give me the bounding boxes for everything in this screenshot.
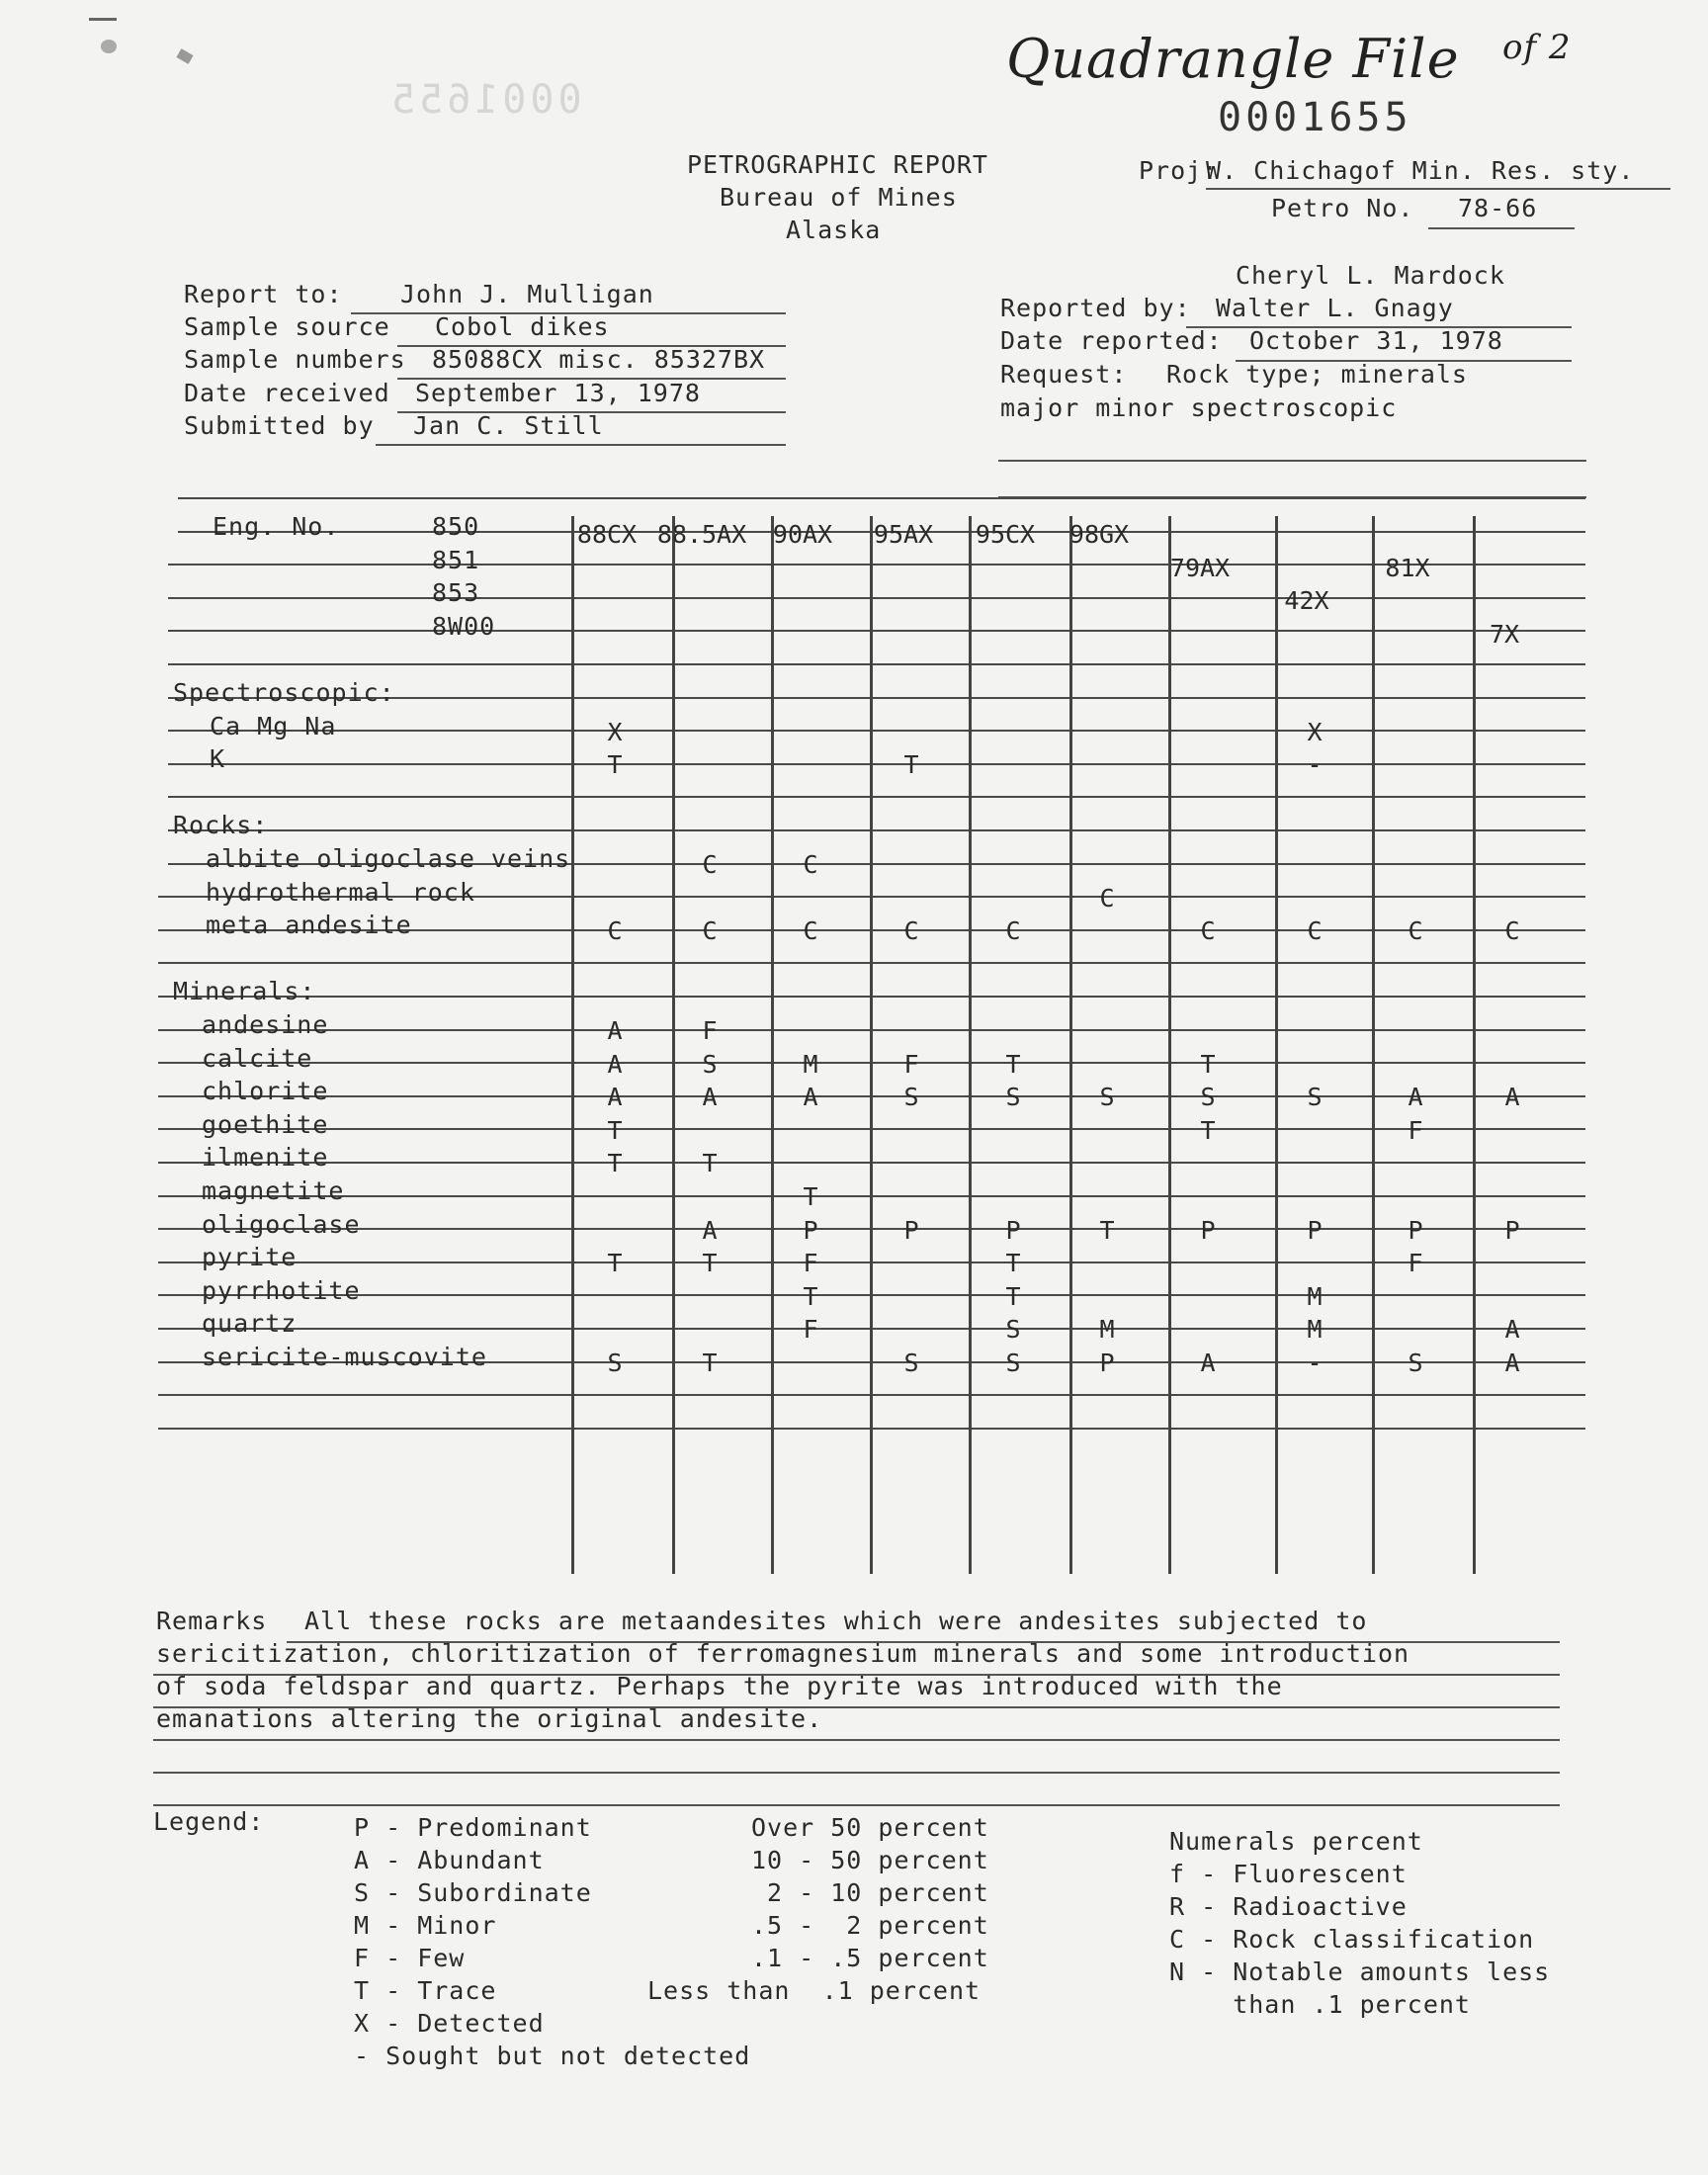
field-value: September 13, 1978 <box>415 379 701 407</box>
field-value: Cobol dikes <box>435 312 610 341</box>
table-cell: A <box>1200 1348 1216 1377</box>
legend-range: .1 - .5 percent <box>751 1944 989 1972</box>
table-cell: C <box>702 916 718 945</box>
legend-code: - Sought but not detected <box>354 2042 751 2070</box>
table-cell: C <box>1200 916 1216 945</box>
row-label: albite oligoclase veins <box>206 844 571 873</box>
petro-number-label: Petro No. <box>1271 194 1414 222</box>
remarks-underline <box>153 1674 1560 1676</box>
row-label: pyrite <box>202 1243 298 1271</box>
field-value: John J. Mulligan <box>400 280 654 308</box>
legend-note: Numerals percent <box>1169 1827 1423 1856</box>
table-cell: C <box>803 850 818 879</box>
table-cell: P <box>903 1216 919 1245</box>
row-label: Ca Mg Na <box>210 712 337 740</box>
eng-prefix: 851 <box>432 546 480 574</box>
date-reported-label: Date reported: <box>1000 326 1223 355</box>
column-divider <box>870 516 873 1574</box>
remarks-underline <box>153 1772 1560 1774</box>
table-cell: P <box>1005 1216 1021 1245</box>
legend-range: 2 - 10 percent <box>751 1878 989 1907</box>
table-cell: T <box>702 1149 718 1177</box>
table-cell: T <box>1005 1249 1021 1277</box>
table-cell: S <box>1408 1348 1423 1377</box>
field-value: 85088CX misc. 85327BX <box>432 345 766 374</box>
column-divider <box>1473 516 1476 1574</box>
table-cell: S <box>1005 1083 1021 1111</box>
analyst-name: Cheryl L. Mardock <box>1236 261 1505 290</box>
section-label: Rocks: <box>173 811 269 839</box>
legend-code: F - Few <box>354 1944 466 1972</box>
table-cell: T <box>1200 1050 1216 1079</box>
table-cell: T <box>702 1348 718 1377</box>
table-cell: S <box>903 1348 919 1377</box>
speck <box>176 48 193 64</box>
sample-number: 42X <box>1284 586 1329 615</box>
table-cell: P <box>1408 1216 1423 1245</box>
sample-number: 81X <box>1385 554 1430 582</box>
table-cell: T <box>903 750 919 779</box>
project-label: Proj: <box>1139 156 1219 185</box>
table-cell: P <box>1200 1216 1216 1245</box>
row-label: andesine <box>202 1010 329 1039</box>
row-label: K <box>210 744 226 773</box>
sample-number: 79AX <box>1169 554 1231 582</box>
sample-number: 88.5AX <box>656 520 747 549</box>
table-cell: X <box>1307 718 1323 746</box>
petro-number-value: 78-66 <box>1458 194 1538 222</box>
row-label: chlorite <box>202 1077 329 1105</box>
table-cell: S <box>1005 1348 1021 1377</box>
legend-code: A - Abundant <box>354 1846 545 1874</box>
table-cell: F <box>903 1050 919 1079</box>
table-cell: A <box>1504 1083 1520 1111</box>
table-cell: - <box>1307 1348 1323 1377</box>
agency-name: Bureau of Mines <box>720 183 958 212</box>
table-cell: T <box>803 1282 818 1311</box>
sample-number: 7X <box>1489 620 1520 649</box>
remarks-underline <box>153 1804 1560 1806</box>
column-divider <box>1275 516 1278 1574</box>
row-label: magnetite <box>202 1176 345 1205</box>
legend-note: than .1 percent <box>1169 1990 1471 2019</box>
row-label: sericite-muscovite <box>202 1343 487 1371</box>
field-label: Report to: <box>184 280 343 308</box>
legend-range: Less than .1 percent <box>647 1976 982 2005</box>
project-value: W. Chichagof Min. Res. sty. <box>1206 156 1635 185</box>
column-divider <box>969 516 972 1574</box>
column-divider <box>1372 516 1375 1574</box>
table-cell: A <box>702 1216 718 1245</box>
table-cell: M <box>1307 1315 1323 1344</box>
sample-number: 95AX <box>873 520 934 549</box>
table-cell: T <box>607 1116 623 1145</box>
table-cell: S <box>1200 1083 1216 1111</box>
table-cell: S <box>903 1083 919 1111</box>
legend-range: Over 50 percent <box>751 1813 989 1842</box>
field-label: Date received <box>184 379 390 407</box>
table-cell: C <box>1099 884 1115 913</box>
row-label: quartz <box>202 1309 298 1338</box>
legend-range: 10 - 50 percent <box>751 1846 989 1874</box>
row-label: meta andesite <box>206 911 412 939</box>
speck <box>101 40 117 53</box>
request-label: Request: <box>1000 360 1128 389</box>
remarks-label: Remarks <box>156 1607 268 1635</box>
field-label: Submitted by <box>184 411 375 440</box>
table-cell: A <box>607 1016 623 1045</box>
table-cell: T <box>607 1249 623 1277</box>
table-cell: C <box>803 916 818 945</box>
eng-prefix: 8W00 <box>432 612 496 641</box>
table-cell: M <box>1099 1315 1115 1344</box>
table-cell: C <box>1307 916 1323 945</box>
table-cell: S <box>607 1348 623 1377</box>
table-cell: M <box>1307 1282 1323 1311</box>
table-cell: T <box>1200 1116 1216 1145</box>
table-cell: T <box>1005 1050 1021 1079</box>
report-title: PETROGRAPHIC REPORT <box>687 150 988 179</box>
table-cell: X <box>607 718 623 746</box>
remarks-line: sericitization, chloritization of ferromagnesium minerals and some introduction <box>156 1639 1410 1668</box>
table-cell: S <box>702 1050 718 1079</box>
table-cell: S <box>1099 1083 1115 1111</box>
table-cell: A <box>607 1083 623 1111</box>
table-cell: T <box>607 1149 623 1177</box>
table-cell: F <box>1408 1116 1423 1145</box>
table-cell: T <box>803 1182 818 1211</box>
table-cell: A <box>702 1083 718 1111</box>
column-divider <box>672 516 675 1574</box>
column-divider <box>571 516 574 1574</box>
request-value: Rock type; minerals <box>1166 360 1468 389</box>
table-cell: T <box>1005 1282 1021 1311</box>
table-rule <box>178 497 1585 499</box>
table-cell: C <box>1408 916 1423 945</box>
eng-no-label: Eng. No. <box>213 512 340 541</box>
speck <box>89 18 117 21</box>
column-divider <box>1168 516 1171 1574</box>
row-label: pyrrhotite <box>202 1276 361 1305</box>
table-cell: A <box>607 1050 623 1079</box>
table-cell: T <box>702 1249 718 1277</box>
table-cell: T <box>607 750 623 779</box>
remarks-line: emanations altering the original andesite. <box>156 1704 823 1733</box>
row-label: goethite <box>202 1110 329 1139</box>
row-label: calcite <box>202 1044 313 1073</box>
legend-code: T - Trace <box>354 1976 497 2005</box>
remarks-underline <box>153 1739 1560 1741</box>
table-cell: C <box>1504 916 1520 945</box>
legend-note: C - Rock classification <box>1169 1925 1535 1954</box>
legend-note: f - Fluorescent <box>1169 1860 1408 1888</box>
sample-number: 95CX <box>975 520 1036 549</box>
handwritten-page: of 2 <box>1502 28 1572 67</box>
request-value-2: major minor spectroscopic <box>1000 393 1398 422</box>
field-value: Jan C. Still <box>413 411 604 440</box>
column-divider <box>1069 516 1072 1574</box>
sample-number: 98GX <box>1068 520 1130 549</box>
table-cell: A <box>1504 1348 1520 1377</box>
table-cell: C <box>903 916 919 945</box>
table-cell: F <box>803 1315 818 1344</box>
table-cell: S <box>1307 1083 1323 1111</box>
field-underline <box>376 444 786 446</box>
field-label: Sample numbers <box>184 345 406 374</box>
remarks-line: of soda feldspar and quartz. Perhaps the pyrite was introduced with the <box>156 1672 1283 1700</box>
table-cell: C <box>702 850 718 879</box>
table-cell: P <box>1099 1348 1115 1377</box>
table-cell: S <box>1005 1315 1021 1344</box>
table-cell: A <box>1504 1315 1520 1344</box>
table-cell: P <box>803 1216 818 1245</box>
eng-prefix: 850 <box>432 512 480 541</box>
field-label: Sample source <box>184 312 390 341</box>
table-cell: P <box>1504 1216 1520 1245</box>
handwritten-title: Quadrangle File <box>1006 28 1460 90</box>
legend-label: Legend: <box>153 1807 265 1836</box>
legend-code: M - Minor <box>354 1911 497 1940</box>
column-divider <box>771 516 774 1574</box>
sample-number: 88CX <box>576 520 638 549</box>
legend-note: N - Notable amounts less <box>1169 1958 1551 1986</box>
file-stamp-number: 0001655 <box>1218 95 1412 140</box>
remarks-underline <box>287 1641 1560 1643</box>
reported-by-label: Reported by: <box>1000 294 1191 322</box>
table-cell: C <box>1005 916 1021 945</box>
table-cell: P <box>1307 1216 1323 1245</box>
legend-range: .5 - 2 percent <box>751 1911 989 1940</box>
table-cell: F <box>803 1249 818 1277</box>
table-cell: - <box>1307 750 1323 779</box>
date-reported-value: October 31, 1978 <box>1249 326 1503 355</box>
remarks-line: All these rocks are metaandesites which were andesites subjected to <box>304 1607 1368 1635</box>
row-label: oligoclase <box>202 1210 361 1239</box>
table-cell: A <box>803 1083 818 1111</box>
table-cell: F <box>1408 1249 1423 1277</box>
legend-code: S - Subordinate <box>354 1878 592 1907</box>
legend-code: P - Predominant <box>354 1813 592 1842</box>
section-label: Spectroscopic: <box>173 678 395 707</box>
table-cell: C <box>607 916 623 945</box>
agency-state: Alaska <box>786 216 882 244</box>
section-label: Minerals: <box>173 977 316 1005</box>
table-cell: A <box>1408 1083 1423 1111</box>
reported-by-value: Walter L. Gnagy <box>1216 294 1454 322</box>
sample-number: 90AX <box>772 520 833 549</box>
table-cell: F <box>702 1016 718 1045</box>
eng-prefix: 853 <box>432 578 480 607</box>
bleed-through-stamp: 0001655 <box>387 77 582 123</box>
table-cell: T <box>1099 1216 1115 1245</box>
row-label: hydrothermal rock <box>206 878 475 907</box>
legend-code: X - Detected <box>354 2009 545 2038</box>
legend-note: R - Radioactive <box>1169 1892 1408 1921</box>
remarks-underline <box>153 1706 1560 1708</box>
row-label: ilmenite <box>202 1143 329 1172</box>
table-cell: M <box>803 1050 818 1079</box>
